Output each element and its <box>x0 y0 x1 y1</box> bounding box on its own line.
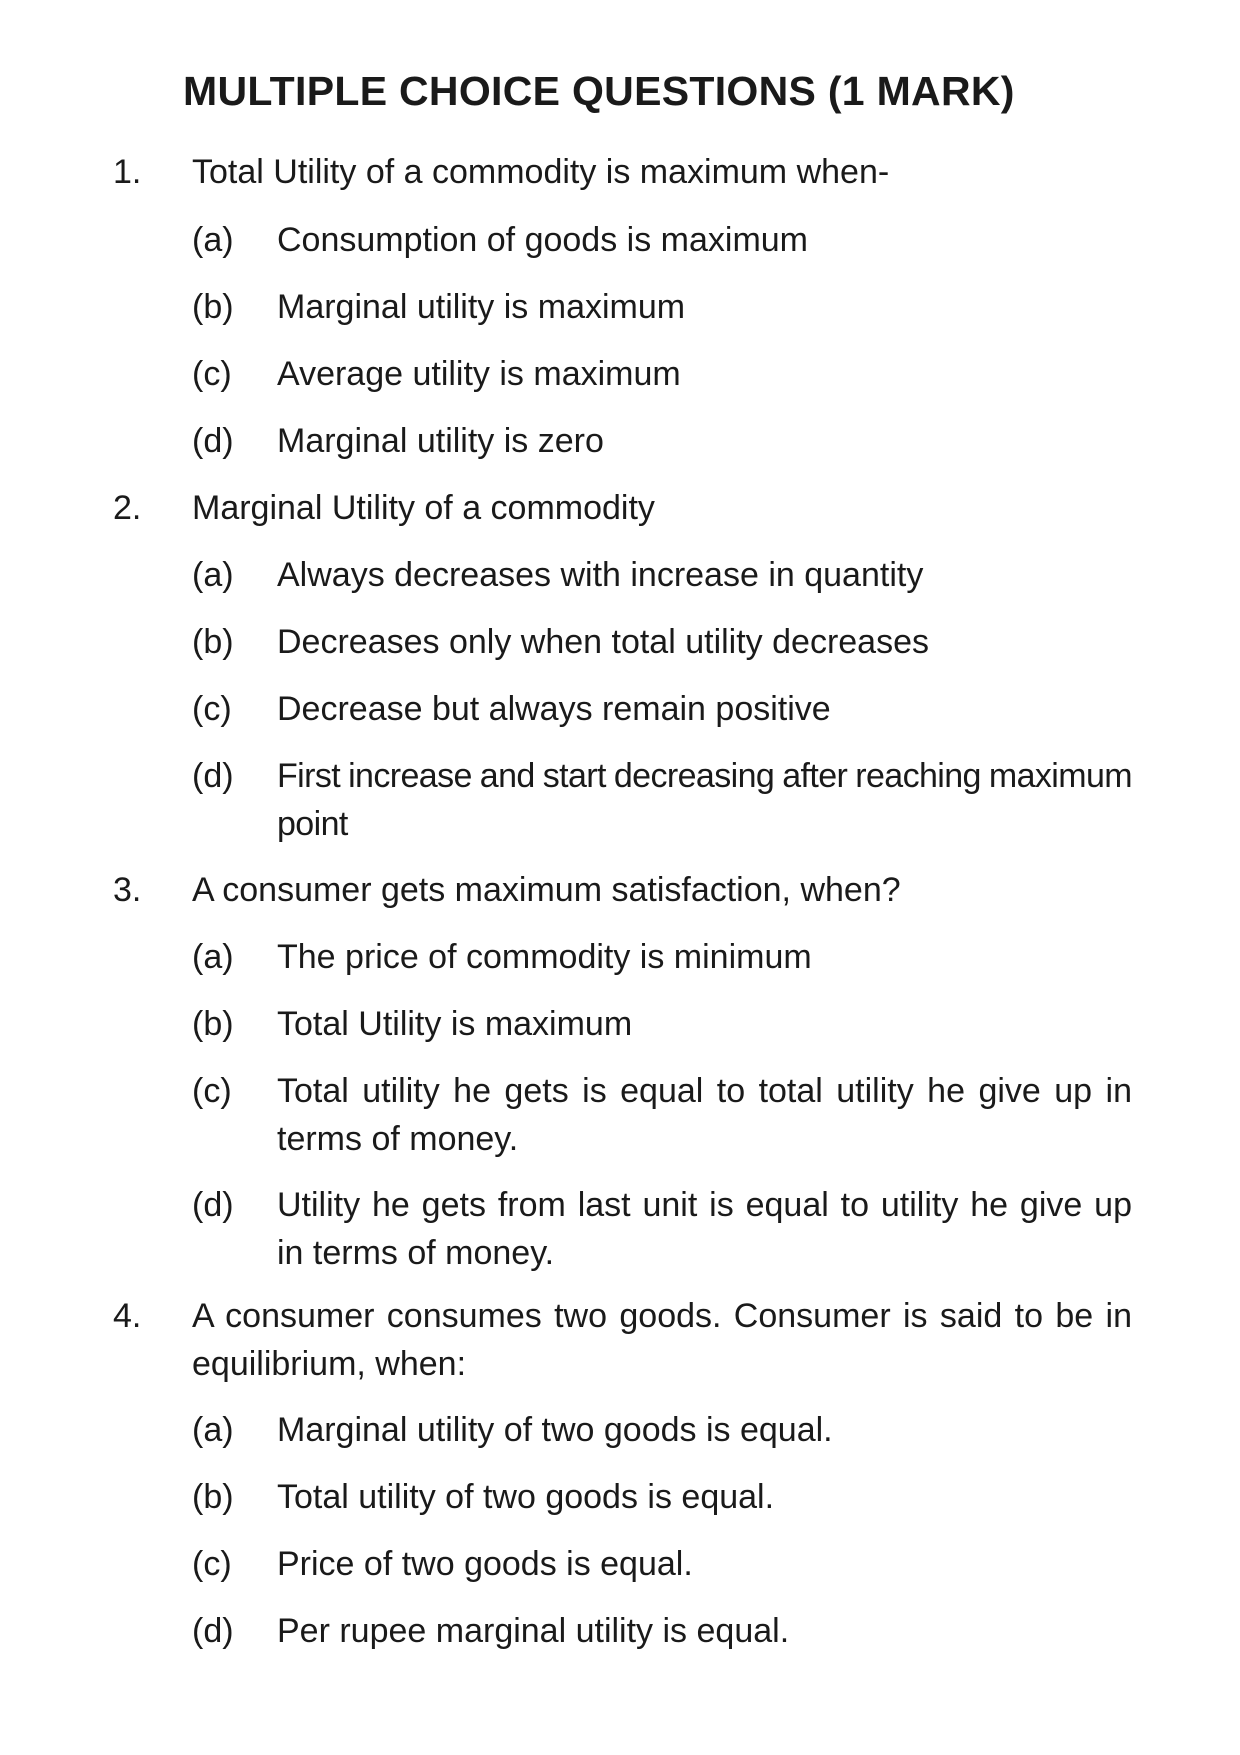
option-letter: (b) <box>192 1478 234 1516</box>
option-text: Decreases only when total utility decreases <box>277 623 929 661</box>
option-letter: (a) <box>192 938 234 976</box>
option-letter: (b) <box>192 623 234 661</box>
option-letter: (c) <box>192 690 232 728</box>
option-text: First increase and start decreasing after reaching maximum point <box>277 757 1132 843</box>
option-text: Marginal utility of two goods is equal. <box>277 1411 833 1449</box>
option-text: Utility he gets from last unit is equal to utility he give up in terms of money. <box>277 1186 1132 1272</box>
option-text: Marginal utility is zero <box>277 422 604 460</box>
option-text: Average utility is maximum <box>277 355 681 393</box>
option-letter: (b) <box>192 1005 234 1043</box>
option-text: Consumption of goods is maximum <box>277 221 809 259</box>
page-title: MULTIPLE CHOICE QUESTIONS (1 MARK) <box>183 68 1015 114</box>
option-text: Total utility he gets is equal to total utility he give up in terms of money. <box>277 1072 1132 1158</box>
question-text: A consumer consumes two goods. Consumer is said to be in equilibrium, when: <box>192 1297 1132 1383</box>
question-text: Total Utility of a commodity is maximum when- <box>192 153 890 191</box>
option-text: Marginal utility is maximum <box>277 288 686 326</box>
question-number: 4. <box>113 1297 142 1335</box>
option-text: The price of commodity is minimum <box>277 938 812 976</box>
option-letter: (c) <box>192 1545 232 1583</box>
option-text: Total utility of two goods is equal. <box>277 1478 775 1516</box>
question-text: Marginal Utility of a commodity <box>192 489 655 527</box>
option-text: Per rupee marginal utility is equal. <box>277 1612 790 1650</box>
option-letter: (c) <box>192 355 232 393</box>
option-letter: (b) <box>192 288 234 326</box>
question-number: 1. <box>113 153 142 191</box>
option-text: Always decreases with increase in quantity <box>277 556 924 594</box>
question-text: A consumer gets maximum satisfaction, when? <box>192 871 901 909</box>
option-text: Decrease but always remain positive <box>277 690 831 728</box>
option-text: Price of two goods is equal. <box>277 1545 693 1583</box>
option-letter: (d) <box>192 1612 234 1650</box>
option-text: Total Utility is maximum <box>277 1005 633 1043</box>
option-letter: (a) <box>192 221 234 259</box>
option-letter: (a) <box>192 1411 234 1449</box>
option-letter: (d) <box>192 1186 234 1224</box>
option-letter: (d) <box>192 757 234 795</box>
question-number: 3. <box>113 871 142 909</box>
question-number: 2. <box>113 489 142 527</box>
option-letter: (c) <box>192 1072 232 1110</box>
option-letter: (d) <box>192 422 234 460</box>
option-letter: (a) <box>192 556 234 594</box>
